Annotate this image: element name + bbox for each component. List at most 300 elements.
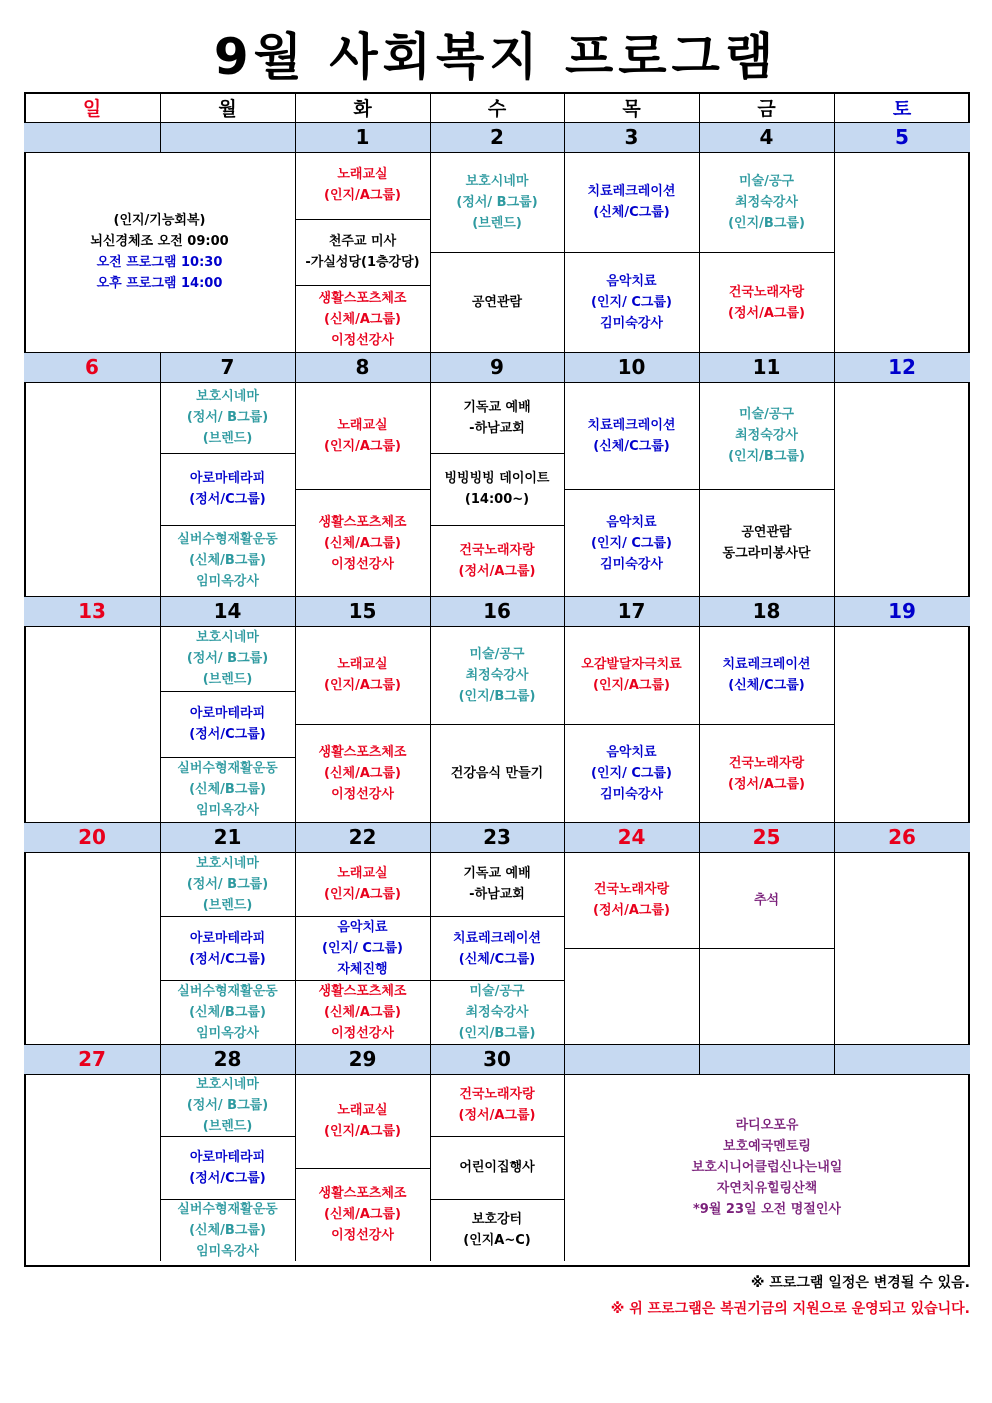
grid-line: [834, 852, 835, 1044]
event-cell: [24, 852, 160, 1044]
event-line: 생활스포츠체조: [318, 745, 407, 760]
grid-line: [564, 352, 565, 382]
date-cell: [564, 1044, 699, 1074]
event-line: (인지/ C그룹): [591, 766, 672, 781]
grid-line: [564, 1044, 565, 1074]
event-cell: [24, 152, 295, 352]
grid-line: [699, 596, 700, 626]
event-line: 건국노래자랑: [728, 284, 805, 300]
event-line: 임미옥강사: [196, 574, 259, 590]
event-cell: [834, 852, 970, 1044]
grid-line: [699, 92, 700, 122]
event-line: (인지/ C그룹): [591, 295, 672, 310]
event-line: -하남교회: [469, 420, 525, 436]
event-cell: [430, 916, 564, 980]
event-line: (브렌드): [472, 215, 522, 231]
event-line: (신체/B그룹): [189, 553, 266, 569]
grid-line: [430, 626, 431, 822]
event-line: 최정숙강사: [735, 428, 798, 443]
date-cell: 3: [564, 122, 699, 152]
event-line: 건국노래자랑: [459, 1087, 535, 1103]
date-cell: 17: [564, 596, 699, 626]
event-line: (정서/C그룹): [189, 951, 266, 967]
event-cell: [564, 1074, 970, 1261]
event-line: (브렌드): [202, 672, 253, 688]
grid-line: [160, 596, 161, 626]
event-line: (신체/B그룹): [189, 1005, 266, 1020]
event-cell: [160, 382, 295, 453]
event-line: 자체진행: [337, 962, 388, 977]
event-cell: [430, 1136, 564, 1198]
date-cell: 18: [699, 596, 834, 626]
grid-line: [160, 1044, 161, 1074]
event-line: (정서/C그룹): [189, 492, 266, 508]
event-line: 건국노래자랑: [459, 542, 535, 558]
event-line: (인지/ C그룹): [591, 535, 672, 551]
date-cell: 21: [160, 822, 295, 852]
event-line: 어린이집행사: [459, 1160, 535, 1176]
event-line: (신체/A그룹): [324, 311, 401, 327]
grid-line: [564, 596, 565, 626]
event-line: (정서/C그룹): [189, 727, 266, 743]
grid-line: [295, 92, 296, 122]
date-cell: 7: [160, 352, 295, 382]
event-line: 치료레크레이션: [453, 930, 541, 946]
event-line: 실버수형재활운동: [177, 1201, 278, 1217]
event-line: 아로마테라피: [189, 1149, 266, 1165]
event-line: 공연관람: [471, 295, 523, 310]
date-cell: 29: [295, 1044, 430, 1074]
date-cell: 22: [295, 822, 430, 852]
event-line: 생활스포츠체조: [318, 1186, 407, 1202]
date-cell: 19: [834, 596, 970, 626]
event-line: 오후 프로그램 14:00: [96, 276, 223, 291]
event-line: (신체/C그룹): [593, 205, 670, 220]
event-line: 보호시네마: [196, 1076, 259, 1092]
event-cell: [834, 152, 970, 352]
event-cell: [430, 252, 564, 352]
grid-line: [834, 352, 835, 382]
date-cell: [699, 1044, 834, 1074]
event-line: 실버수형재활운동: [177, 761, 278, 777]
event-cell: [160, 1136, 295, 1198]
event-cell: [564, 489, 699, 596]
event-line: 미술/공구: [739, 173, 794, 189]
event-line: 이정선강사: [331, 1026, 394, 1041]
event-line: (정서/ B그룹): [186, 651, 269, 667]
event-cell: [430, 980, 564, 1044]
event-line: (인지/A그룹): [324, 1123, 401, 1139]
event-cell: [699, 382, 834, 489]
event-line: (정서/A그룹): [728, 305, 805, 321]
weekday-header: 금: [757, 97, 776, 120]
grid-line: [430, 1074, 431, 1261]
grid-line: [160, 626, 161, 822]
date-cell: 15: [295, 596, 430, 626]
grid-line: [564, 852, 565, 1044]
event-line: 건국노래자랑: [728, 755, 805, 771]
grid-line: [834, 382, 835, 596]
event-line: (인지/B그룹): [728, 449, 805, 464]
event-cell: [430, 1199, 564, 1261]
event-line: 음악치료: [606, 514, 657, 530]
event-line: 아로마테라피: [189, 930, 266, 946]
event-line: 실버수형재활운동: [177, 532, 278, 548]
event-cell: [295, 980, 430, 1044]
event-cell: [24, 626, 160, 822]
grid-line: [699, 122, 700, 152]
grid-line: [24, 122, 970, 123]
schedule-calendar: [24, 92, 970, 1267]
event-line: (인지/B그룹): [728, 215, 805, 231]
event-line: 노래교실: [337, 866, 388, 881]
date-cell: [24, 122, 160, 152]
grid-line: [160, 352, 161, 382]
event-line: 빙빙빙빙 데이이트: [444, 471, 550, 487]
event-line: (인지/A그룹): [324, 188, 401, 204]
event-cell: [430, 626, 564, 724]
event-cell: [564, 948, 699, 1044]
date-cell: 12: [834, 352, 970, 382]
date-cell: 27: [24, 1044, 160, 1074]
grid-line: [430, 352, 431, 382]
grid-line: [834, 626, 835, 822]
grid-line: [834, 822, 835, 852]
event-cell: [295, 285, 430, 352]
event-line: 기독교 예배: [463, 866, 531, 881]
event-cell: [160, 525, 295, 596]
date-cell: 11: [699, 352, 834, 382]
event-cell: [160, 916, 295, 980]
event-cell: [564, 626, 699, 724]
grid-line: [295, 1044, 296, 1074]
event-line: (신체/A그룹): [324, 1207, 401, 1223]
date-cell: 4: [699, 122, 834, 152]
event-cell: [160, 453, 295, 524]
event-line: 보호시네마: [196, 630, 259, 646]
grid-line: [430, 596, 431, 626]
weekday-header: 토: [892, 97, 912, 120]
event-cell: [295, 724, 430, 822]
event-line: (인지/B그룹): [458, 1026, 536, 1041]
event-cell: [564, 852, 699, 948]
event-line: 실버수형재활운동: [177, 984, 278, 999]
event-cell: [564, 152, 699, 252]
date-cell: 10: [564, 352, 699, 382]
event-line: (신체/A그룹): [324, 1005, 401, 1020]
event-line: 보호예국멘토링: [723, 1139, 811, 1154]
event-cell: [699, 626, 834, 724]
event-cell: [295, 1168, 430, 1262]
event-line: 아로마테라피: [189, 471, 266, 487]
event-line: 보호시네마: [196, 389, 259, 405]
event-line: (신체/C그룹): [728, 678, 805, 693]
grid-line: [295, 382, 296, 596]
grid-line: [24, 596, 970, 597]
event-line: (정서/C그룹): [189, 1170, 266, 1186]
grid-line: [295, 352, 296, 382]
grid-line: [295, 122, 296, 152]
grid-line: [295, 626, 296, 822]
event-line: 최정숙강사: [465, 667, 529, 683]
footer-note-schedule-change: ※ 프로그램 일정은 변경될 수 있음.: [750, 1275, 970, 1291]
event-cell: [160, 852, 295, 916]
date-cell: 1: [295, 122, 430, 152]
event-line: 천주교 미사: [328, 234, 397, 250]
event-cell: [295, 916, 430, 980]
event-line: 미술/공구: [739, 407, 794, 422]
event-line: 치료레크레이션: [587, 417, 676, 433]
grid-line: [699, 1044, 700, 1074]
grid-line: [295, 1074, 296, 1261]
event-line: 노래교실: [337, 1102, 388, 1118]
event-line: (브렌드): [202, 431, 253, 447]
event-line: 이정선강사: [331, 556, 394, 572]
event-line: (정서/ B그룹): [186, 1097, 269, 1113]
grid-line: [295, 596, 296, 626]
grid-line: [160, 822, 161, 852]
event-cell: [160, 757, 295, 822]
grid-line: [430, 382, 431, 596]
event-line: 음악치료: [337, 920, 388, 935]
event-line: 김미숙강사: [600, 316, 663, 331]
grid-line: [430, 92, 431, 122]
date-cell: 14: [160, 596, 295, 626]
event-line: 임미옥강사: [196, 1243, 259, 1259]
grid-line: [564, 92, 565, 122]
event-line: 김미숙강사: [600, 556, 663, 572]
event-cell: [430, 852, 564, 916]
event-line: (인지/ C그룹): [322, 941, 403, 956]
grid-line: [160, 852, 161, 1044]
event-line: 생활스포츠체조: [318, 984, 407, 999]
event-cell: [295, 626, 430, 724]
event-line: (인지A~C): [463, 1233, 531, 1249]
event-cell: [295, 852, 430, 916]
grid-line: [430, 852, 431, 1044]
event-cell: [564, 252, 699, 352]
event-line: (정서/A그룹): [728, 776, 805, 792]
event-line: 김미숙강사: [600, 787, 663, 802]
event-cell: [699, 252, 834, 352]
event-line: (인지/A그룹): [324, 438, 401, 454]
event-cell: [699, 852, 834, 948]
grid-line: [834, 92, 835, 122]
event-line: (정서/ B그룹): [186, 876, 269, 892]
event-line: 이정선강사: [331, 1228, 394, 1244]
event-line: 보호시니어클럽신나는내일: [691, 1160, 843, 1175]
weekday-header: 목: [622, 97, 641, 120]
event-line: 노래교실: [337, 167, 388, 183]
weekday-header: 일: [82, 97, 102, 120]
event-line: 공연관람: [741, 525, 792, 540]
event-line: 미술/공구: [469, 984, 525, 999]
event-line: 보호강터: [471, 1212, 523, 1228]
event-line: 오감발달자극치료: [581, 657, 682, 672]
event-line: -가실성당(1층강당): [305, 255, 420, 271]
event-cell: [430, 453, 564, 524]
grid-line: [564, 122, 565, 152]
event-line: (신체/C그룹): [458, 951, 536, 967]
weekday-header: 수: [487, 97, 507, 120]
grid-line: [564, 626, 565, 822]
date-cell: 26: [834, 822, 970, 852]
event-cell: [834, 382, 970, 596]
event-line: 최정숙강사: [465, 1005, 529, 1020]
event-cell: [699, 489, 834, 596]
event-line: 노래교실: [337, 417, 388, 433]
date-cell: 30: [430, 1044, 564, 1074]
date-cell: 13: [24, 596, 160, 626]
event-line: 최정숙강사: [735, 194, 798, 210]
grid-line: [160, 92, 161, 122]
grid-line: [160, 382, 161, 596]
event-line: 생활스포츠체조: [318, 290, 407, 306]
event-cell: [24, 382, 160, 596]
event-cell: [430, 1074, 564, 1136]
grid-line: [24, 352, 970, 353]
grid-line: [430, 1044, 431, 1074]
date-cell: 5: [834, 122, 970, 152]
event-line: 동그라미봉사단: [722, 546, 811, 561]
event-cell: [295, 152, 430, 219]
date-cell: 6: [24, 352, 160, 382]
event-line: -하남교회: [469, 887, 525, 902]
event-line: 이정선강사: [331, 787, 394, 802]
event-line: 자연치유힐링산책: [716, 1181, 818, 1196]
event-line: 기독교 예배: [463, 399, 531, 415]
event-line: (신체/B그룹): [189, 1222, 266, 1238]
date-cell: 28: [160, 1044, 295, 1074]
event-line: 임미옥강사: [196, 803, 259, 819]
event-line: 이정선강사: [331, 332, 394, 348]
event-line: *9월 23일 오전 명절인사: [693, 1202, 841, 1217]
grid-line: [699, 626, 700, 822]
event-cell: [430, 525, 564, 596]
grid-line: [564, 382, 565, 596]
event-line: (인지/A그룹): [324, 887, 401, 902]
event-cell: [430, 724, 564, 822]
event-line: 생활스포츠체조: [318, 514, 407, 530]
grid-line: [699, 822, 700, 852]
event-line: (인지/A그룹): [593, 678, 670, 693]
event-cell: [160, 980, 295, 1044]
grid-line: [834, 596, 835, 626]
event-cell: [699, 152, 834, 252]
event-line: 음악치료: [606, 274, 657, 289]
date-cell: [834, 1044, 970, 1074]
event-line: 보호시네마: [196, 855, 259, 871]
event-line: 건강음식 만들기: [450, 766, 544, 781]
grid-line: [24, 822, 970, 823]
event-cell: [430, 152, 564, 252]
event-cell: [834, 626, 970, 822]
event-line: (인지/B그룹): [458, 688, 536, 704]
event-line: 라디오포유: [735, 1118, 799, 1133]
event-line: 아로마테라피: [189, 706, 266, 722]
grid-line: [295, 822, 296, 852]
date-cell: 8: [295, 352, 430, 382]
event-line: (정서/A그룹): [593, 903, 670, 918]
grid-line: [24, 1044, 970, 1045]
event-line: (정서/A그룹): [458, 1108, 536, 1124]
grid-line: [564, 152, 565, 352]
event-line: (브렌드): [202, 897, 253, 913]
grid-line: [699, 352, 700, 382]
event-line: 노래교실: [337, 657, 388, 672]
grid-line: [834, 152, 835, 352]
grid-line: [430, 152, 431, 352]
grid-line: [430, 122, 431, 152]
event-line: 임미옥강사: [196, 1026, 259, 1041]
event-line: (정서/ B그룹): [456, 194, 538, 210]
event-line: 오전 프로그램 10:30: [96, 255, 223, 270]
grid-line: [160, 1074, 161, 1261]
event-line: 추석: [753, 892, 780, 908]
date-cell: 2: [430, 122, 564, 152]
event-cell: [564, 724, 699, 822]
event-line: (신체/B그룹): [189, 782, 266, 798]
event-cell: [160, 626, 295, 691]
event-line: 미술/공구: [469, 646, 525, 662]
event-line: (정서/ B그룹): [186, 410, 269, 426]
event-line: (신체/A그룹): [324, 766, 401, 781]
grid-line: [160, 122, 161, 152]
grid-line: [295, 152, 296, 352]
date-cell: [160, 122, 295, 152]
grid-line: [834, 122, 835, 152]
event-cell: [564, 382, 699, 489]
grid-line: [699, 152, 700, 352]
event-line: 치료레크레이션: [587, 184, 676, 199]
date-cell: 25: [699, 822, 834, 852]
event-cell: [160, 1074, 295, 1136]
date-cell: 23: [430, 822, 564, 852]
footer-note-funding: ※ 위 프로그램은 복권기금의 지원으로 운영되고 있습니다.: [610, 1301, 970, 1317]
grid-line: [834, 1044, 835, 1074]
event-line: 치료레크레이션: [722, 657, 811, 672]
page-title: 9월 사회복지 프로그램: [213, 28, 779, 86]
event-line: 뇌신경체조 오전 09:00: [90, 234, 229, 249]
date-cell: 20: [24, 822, 160, 852]
event-cell: [295, 489, 430, 596]
event-line: (정서/A그룹): [458, 563, 536, 579]
event-line: (인지/기능회복): [113, 213, 206, 228]
event-cell: [430, 382, 564, 453]
event-cell: [295, 1074, 430, 1168]
event-line: (신체/C그룹): [593, 438, 670, 454]
event-cell: [160, 691, 295, 756]
event-cell: [295, 382, 430, 489]
event-line: 건국노래자랑: [593, 882, 670, 897]
event-line: 음악치료: [606, 745, 657, 760]
event-line: (브렌드): [202, 1118, 253, 1134]
event-cell: [699, 948, 834, 1044]
date-cell: 9: [430, 352, 564, 382]
event-cell: [160, 1199, 295, 1261]
weekday-header: 화: [353, 97, 372, 120]
grid-line: [699, 852, 700, 1044]
event-line: 보호시네마: [465, 173, 529, 189]
grid-line: [564, 1074, 565, 1261]
date-cell: 16: [430, 596, 564, 626]
event-line: (신체/A그룹): [324, 535, 401, 551]
weekday-header: 월: [218, 97, 237, 120]
event-line: (14:00~): [464, 492, 530, 508]
event-cell: [24, 1074, 160, 1261]
event-cell: [295, 219, 430, 286]
grid-line: [699, 382, 700, 596]
